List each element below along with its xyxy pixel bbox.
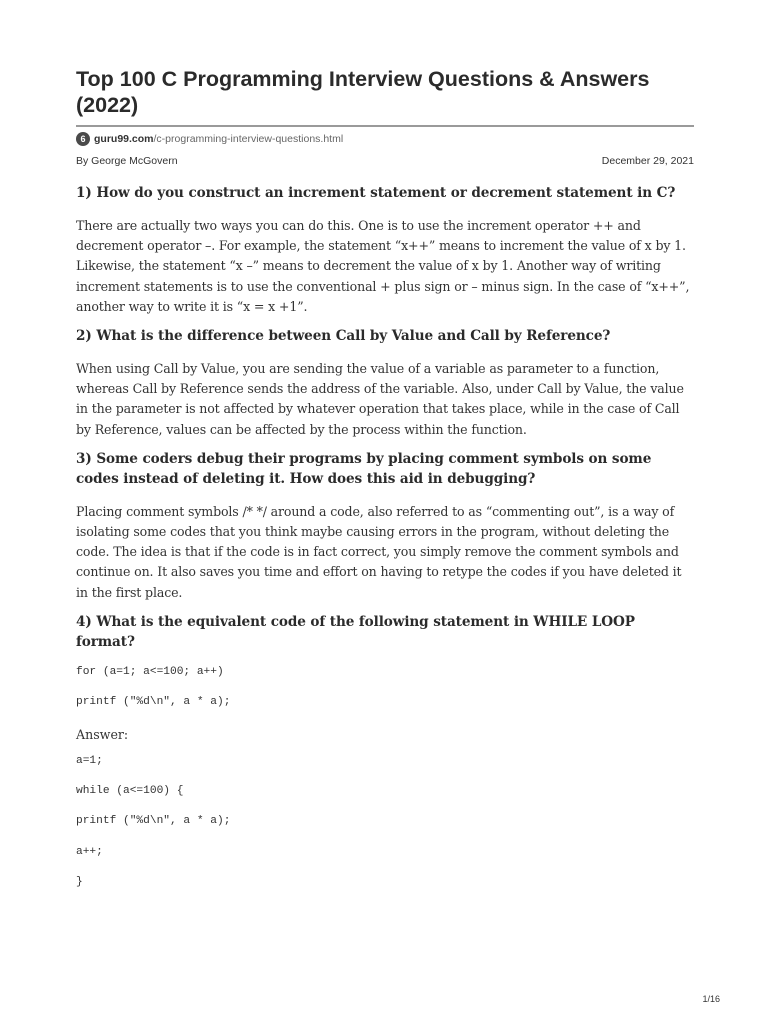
source-path[interactable]: /c-programming-interview-questions.html [153, 133, 344, 145]
answer-label: Answer: [76, 726, 129, 742]
code-line: printf ("%d\n", a * a); [76, 696, 231, 709]
question-heading: 2) What is the difference between Call by Value and Call by Reference? [76, 328, 611, 345]
question-heading: 3) Some coders debug their programs by placing comment symbols on some codes instead of deleting it. How does this aid in debugging? [76, 450, 652, 487]
code-line: a++; [76, 845, 103, 858]
question-heading: 1) How do you construct an increment statement or decrement statement in C? [76, 185, 676, 201]
answer-paragraph: Placing comment symbols /* */ around a code, also referred to as “commenting out”, is a way of isolating some codes that you think maybe causing errors in the program, without deleting the code. The idea is that if the code is in fact correct, you simply remove the comment symbols and continue on. It also saves you time and effort on having to retype the codes if you have deleted it in the first place. [76, 503, 682, 600]
source-domain[interactable]: guru99.com [94, 133, 154, 145]
question-4 [76, 612, 694, 889]
code-line: while (a<=100) { [76, 785, 184, 798]
author: By George McGovern [76, 155, 178, 167]
source-line [76, 131, 343, 147]
page-indicator: 1/16 [702, 994, 720, 1004]
document-page [76, 0, 694, 1024]
title-divider [76, 125, 694, 127]
code-line: a=1; [76, 754, 103, 767]
byline [76, 155, 694, 167]
question-1 [76, 183, 694, 317]
question-2 [76, 326, 694, 440]
question-heading: 4) What is the equivalent code of the following statement in WHILE LOOP format? [76, 613, 635, 650]
answer-paragraph: When using Call by Value, you are sending the value of a variable as parameter to a function, whereas Call by Reference sends the address of the variable. Also, under Call by Value, the value in the parameter is not affected by whatever operation that takes place, while in the case of Call by Reference, values can be affected by the process within the function. [76, 361, 684, 437]
answer-paragraph: There are actually two ways you can do this. One is to use the increment operator ++ and decrement operator –. For example, the statement “x++” means to increment the value of x by 1. Likewise, the statement “x –” means to decrement the value of x by 1. Another way of writing increment statements is to use the conventional + plus sign or – minus sign. In the case of “x++”, another way to write it is “x = x +1”. [76, 218, 690, 314]
site-favicon-icon: 6 [76, 132, 90, 146]
code-line: for (a=1; a<=100; a++) [76, 665, 224, 678]
page-title: Top 100 C Programming Interview Questions & Answers (2022) [76, 67, 650, 117]
question-3 [76, 449, 694, 603]
code-line: } [76, 876, 83, 889]
article-body [76, 183, 694, 906]
code-line: printf ("%d\n", a * a); [76, 815, 231, 828]
publish-date: December 29, 2021 [601, 155, 694, 167]
